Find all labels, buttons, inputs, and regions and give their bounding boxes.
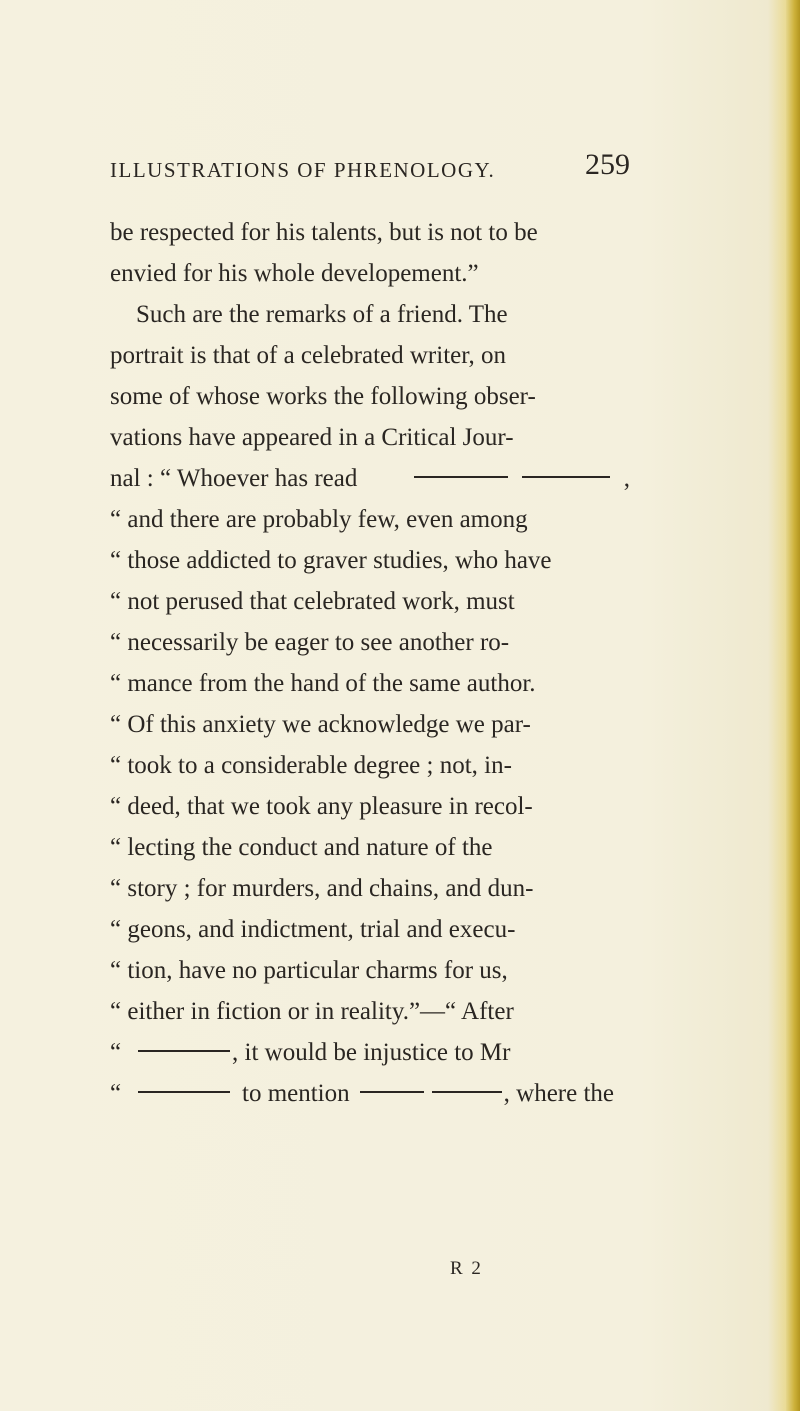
text-line: “ necessarily be eager to see another ro-: [110, 629, 510, 656]
text-line: Such are the remarks of a friend. The: [136, 301, 508, 328]
text-line: “ , it would be injustice to Mr: [110, 1039, 511, 1066]
text-line: “ mance from the hand of the same author.: [110, 670, 536, 697]
text-line: “ and there are probably few, even among: [110, 506, 528, 533]
text-line: envied for his whole developement.”: [110, 260, 479, 287]
text-line: “ geons, and indictment, trial and execu-: [110, 916, 516, 943]
omission-dash: [432, 1091, 502, 1093]
text-line: be respected for his talents, but is not to be: [110, 219, 538, 246]
signature-mark: R 2: [450, 1258, 483, 1279]
text-line: “ lecting the conduct and nature of the: [110, 834, 493, 861]
text-line: “ those addicted to graver studies, who have: [110, 547, 552, 574]
text-line: some of whose works the following obser-: [110, 383, 536, 410]
text-line: “ Of this anxiety we acknowledge we par-: [110, 711, 531, 738]
text-line: “ either in fiction or in reality.”—“ After: [110, 998, 514, 1025]
text-line: vations have appeared in a Critical Jour-: [110, 424, 514, 451]
text-line: “ to mention , where the: [110, 1080, 615, 1107]
page-edge: [786, 0, 800, 1411]
text-line: “ story ; for murders, and chains, and dun-: [110, 875, 534, 902]
text-line: nal : “ Whoever has read ,: [110, 465, 630, 492]
text-line: “ took to a considerable degree ; not, in-: [110, 752, 512, 779]
omission-dash: [138, 1050, 230, 1052]
running-head: ILLUSTRATIONS OF PHRENOLOGY.: [110, 158, 496, 182]
page-header: [110, 148, 630, 188]
omission-dash: [414, 476, 508, 478]
page-number: 259: [585, 148, 630, 181]
text-line: “ not perused that celebrated work, must: [110, 588, 515, 615]
text-line: “ tion, have no particular charms for us,: [110, 957, 508, 984]
omission-dash: [360, 1091, 424, 1093]
omission-dash: [138, 1091, 230, 1093]
text-line: portrait is that of a celebrated writer, on: [110, 342, 507, 369]
omission-dash: [522, 476, 610, 478]
text-line: “ deed, that we took any pleasure in recol-: [110, 793, 533, 820]
body-text: [110, 212, 630, 1114]
